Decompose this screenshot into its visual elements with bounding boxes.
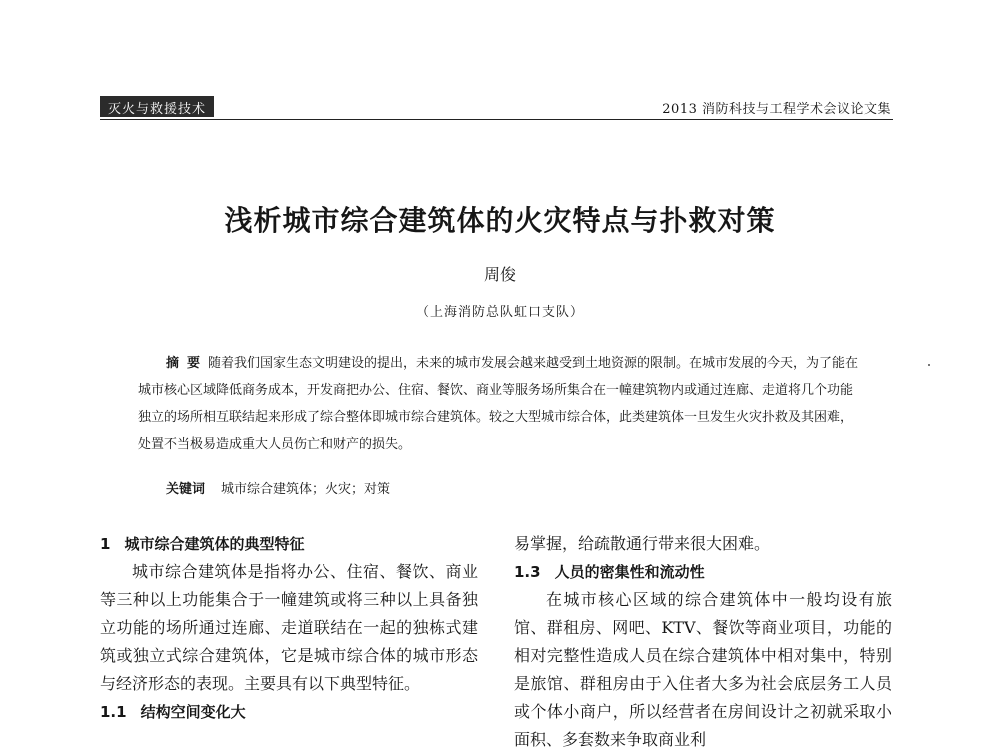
scan-speck [928,364,930,366]
section-title: 人员的密集性和流动性 [554,563,705,581]
journal-title: 2013 消防科技与工程学术会议论文集 [662,102,891,117]
keywords-label: 关键词 [166,482,206,497]
running-header [100,96,893,120]
section-heading-1 [100,530,478,558]
body-paragraph-continued: 易掌握，给疏散通行带来很大困难。 [514,534,771,553]
abstract-label: 摘要 [166,356,209,371]
body-paragraph: 在城市核心区域的综合建筑体中一般均设有旅馆、群租房、网吧、KTV、餐饮等商业项目，功能的相对完整性造成人员在综合建筑体中相对集中，特别是旅馆、群租房由于入住者大多为社会底层务工人员或个体小商户，所以经营者在房间设计之初就采取小面积、多套数来争取商业利 [514,590,892,749]
keywords-text: 城市综合建筑体；火灾；对策 [221,482,391,497]
keywords [166,478,390,497]
left-column [100,530,478,721]
abstract-text: 随着我们国家生态文明建设的提出，未来的城市发展会越来越受到土地资源的限制。在城市发展的今天，为了能在城市核心区域降低商务成本，开发商把办公、住宿、餐饮、商业等服务场所集合在一幢建筑物内或通过连廊、走道将几个功能独立的场所相互联结起来形成了综合整体即城市综合建筑体。较之大型城市综合体，此类建筑体一旦发生火灾扑救及其困难，处置不当极易造成重大人员伤亡和财产的损失。 [138,356,859,452]
author: 周俊 [483,265,516,284]
abstract [138,350,864,458]
section-number: 1.3 [514,563,541,581]
section-number: 1 [100,535,111,553]
section-tag: 灭火与救援技术 [100,96,214,117]
section-title: 结构空间变化大 [140,703,246,721]
body-paragraph: 城市综合建筑体是指将办公、住宿、餐饮、商业等三种以上功能集合于一幢建筑或将三种以上具备独立功能的场所通过连廊、走道联结在一起的独栋式建筑或独立式综合建筑体，它是城市综合体的城市形态与经济形态的表现。主要具有以下典型特征。 [100,562,478,693]
article-title: 浅析城市综合建筑体的火灾特点与扑救对策 [224,204,776,237]
section-heading-1-1 [100,698,478,721]
section-heading-1-3 [514,558,892,586]
affiliation: （上海消防总队虹口支队） [415,305,584,320]
section-title: 城市综合建筑体的典型特征 [124,535,305,553]
right-column [514,530,892,754]
section-number: 1.1 [100,703,127,721]
